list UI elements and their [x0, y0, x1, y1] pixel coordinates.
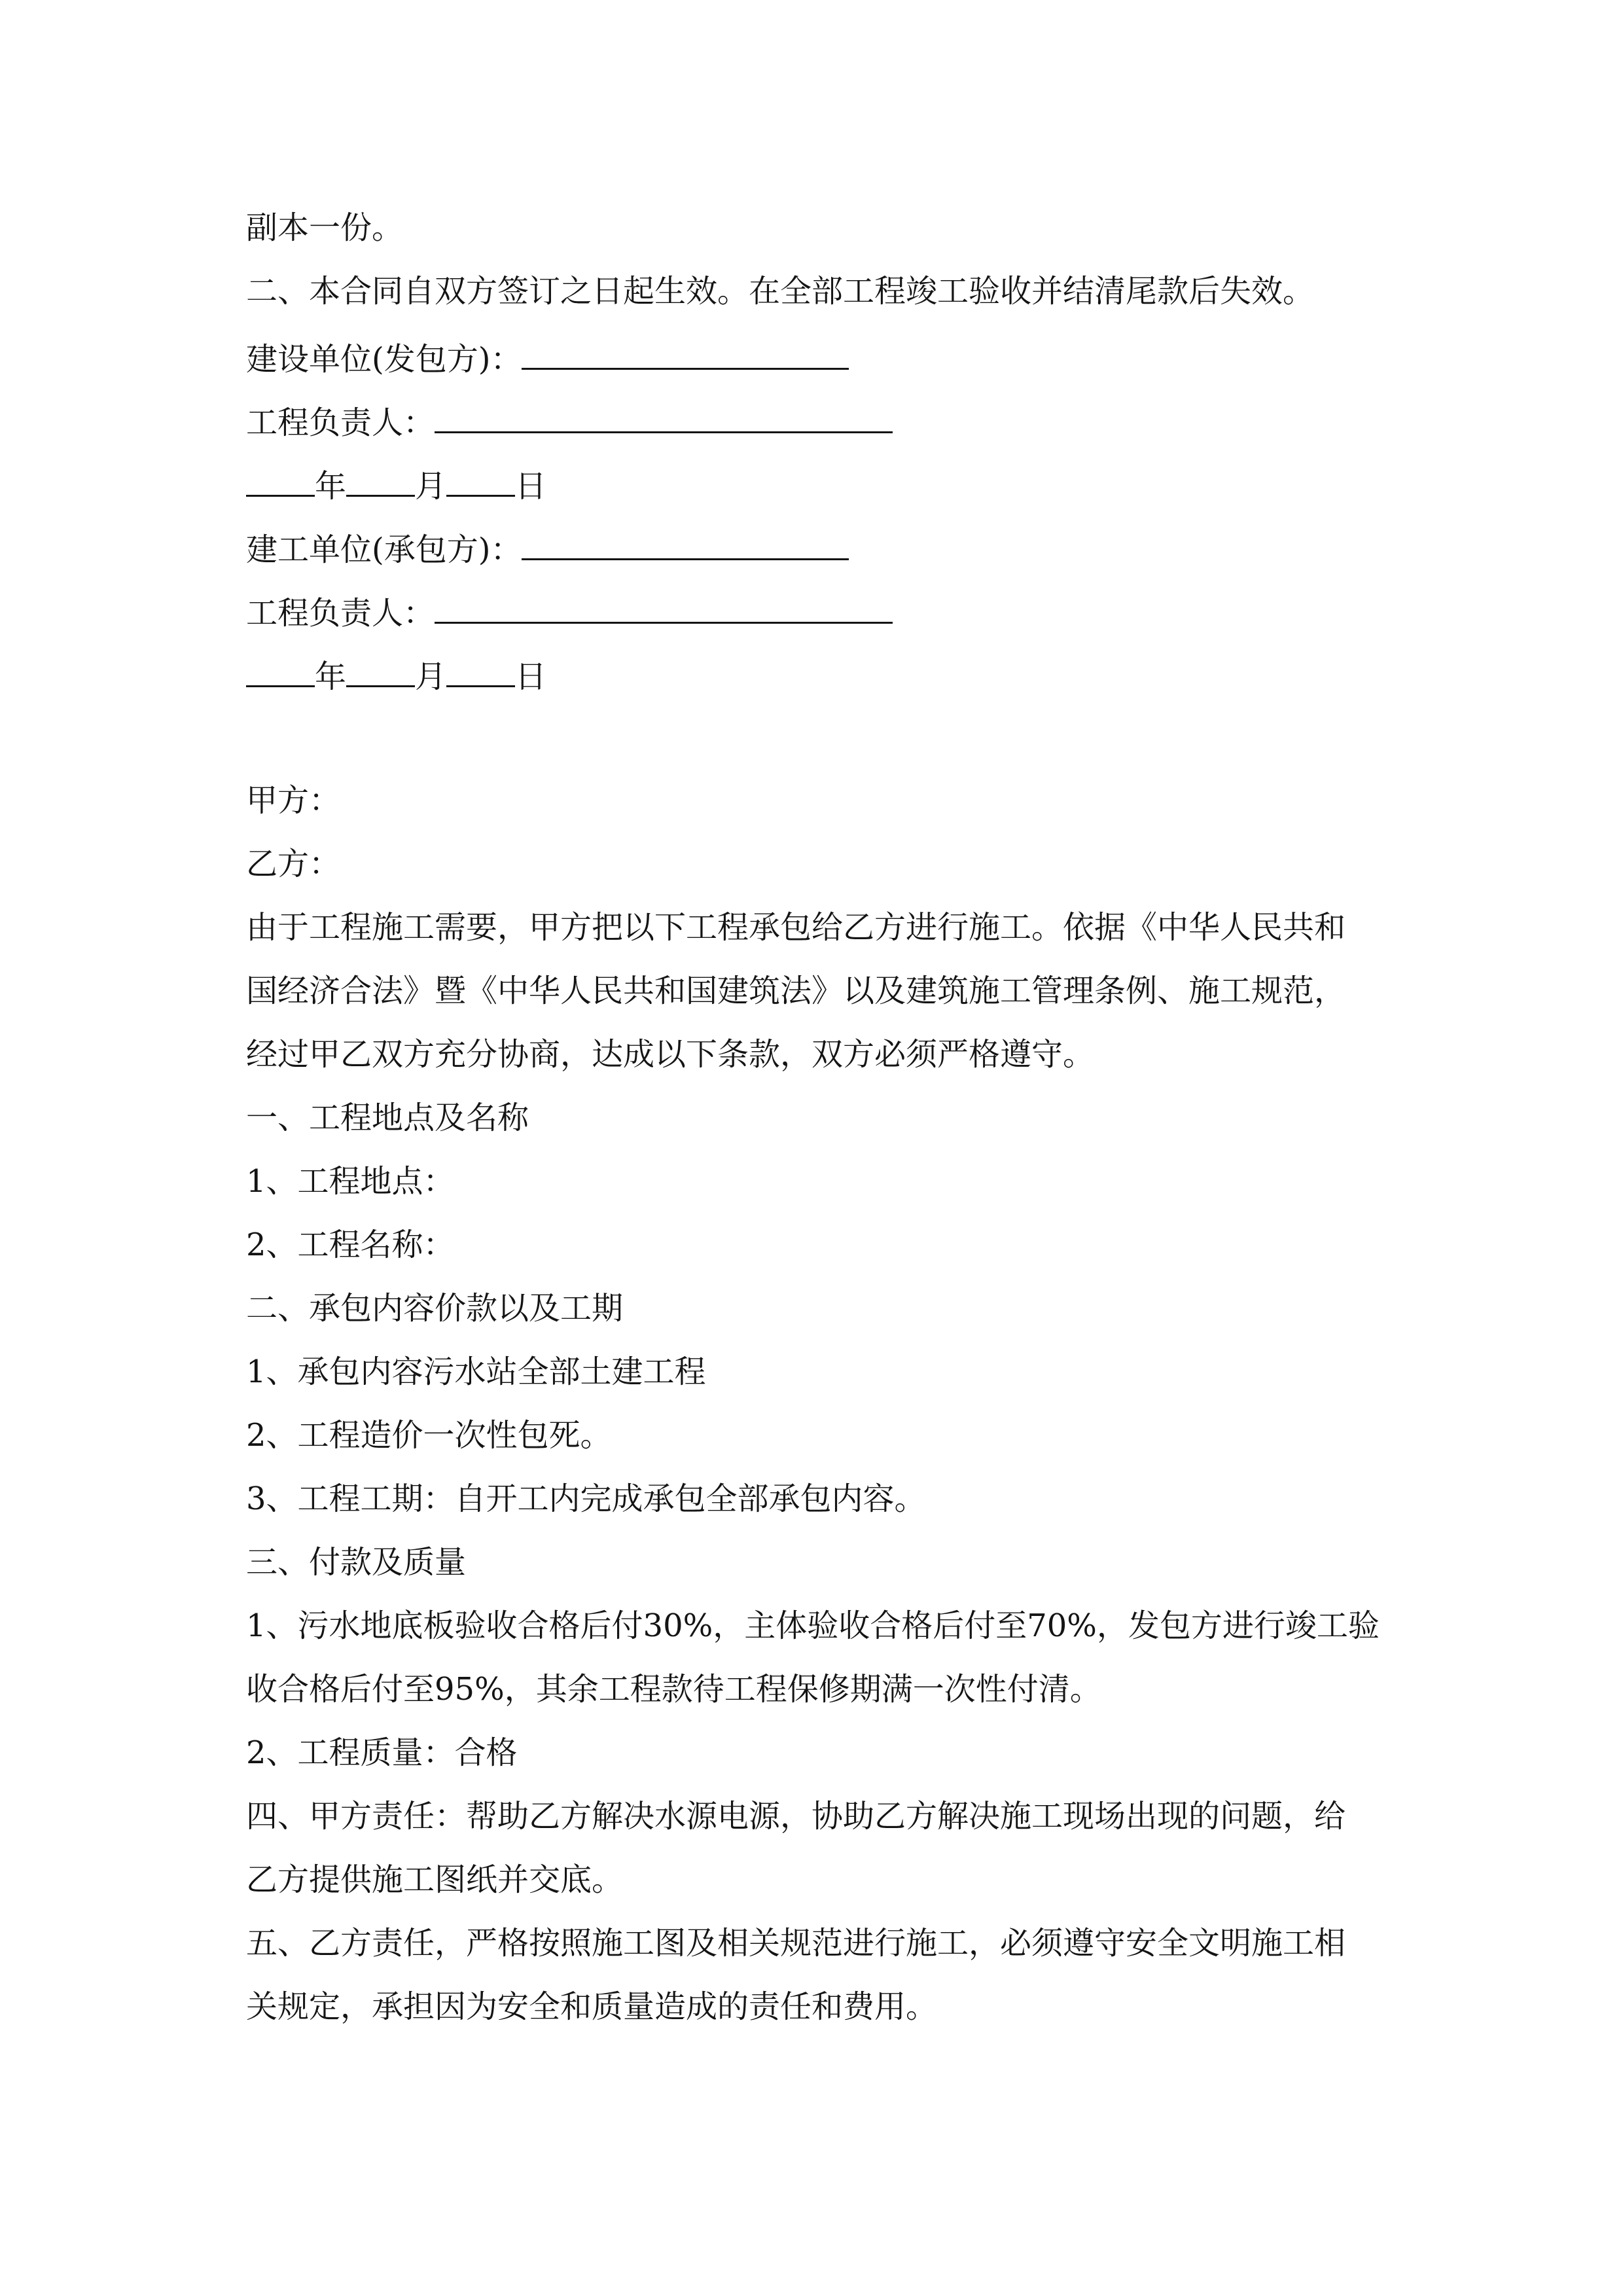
section-paragraph: 五、乙方责任，严格按照施工图及相关规范进行施工，必须遵守安全文明施工相: [246, 1925, 1346, 1962]
section-paragraph: 四、甲方责任：帮助乙方解决水源电源，协助乙方解决施工现场出现的问题，给: [246, 1798, 1346, 1835]
section-paragraph: 乙方提供施工图纸并交底。: [246, 1861, 624, 1898]
day-blank: [446, 653, 515, 687]
day-blank: [446, 462, 515, 497]
contractor-signature-line: [246, 526, 849, 569]
party-b: 乙方：: [246, 846, 341, 882]
party-a: 甲方：: [246, 782, 341, 819]
section-paragraph: 关规定，承担因为安全和质量造成的责任和费用。: [246, 1988, 938, 2025]
month-blank: [346, 462, 415, 497]
client-blank: [522, 335, 849, 370]
month-blank: [346, 653, 415, 687]
year-blank: [246, 653, 315, 687]
list-item: 2、工程造价一次性包死。: [246, 1417, 612, 1454]
intro-line: 国经济合法》暨《中华人民共和国建筑法》以及建筑施工管理条例、施工规范，: [246, 973, 1346, 1009]
client-signature-line: [246, 335, 849, 379]
client-manager-label: 工程负责人：: [246, 404, 435, 441]
list-item: 2、工程名称：: [246, 1227, 455, 1263]
list-item: 1、污水地底板验收合格后付30%，主体验收合格后付至70%，发包方进行竣工验: [246, 1607, 1380, 1644]
contractor-manager-line: [246, 589, 893, 633]
client-manager-blank: [435, 399, 893, 433]
month-label: 月: [415, 658, 447, 695]
intro-line: 由于工程施工需要，甲方把以下工程承包给乙方进行施工。依据《中华人民共和: [246, 909, 1346, 946]
list-item: 1、工程地点：: [246, 1163, 455, 1200]
section-title: 二、承包内容价款以及工期: [246, 1290, 624, 1327]
list-item: 3、工程工期：自开工内完成承包全部承包内容。: [246, 1480, 926, 1517]
year-blank: [246, 462, 315, 497]
year-label: 年: [315, 658, 347, 695]
contractor-label: 建工单位(承包方)：: [246, 531, 522, 568]
list-item: 收合格后付至95%，其余工程款待工程保修期满一次性付清。: [246, 1671, 1101, 1708]
effective-clause: 二、本合同自双方签订之日起生效。在全部工程竣工验收并结清尾款后失效。: [246, 273, 1315, 310]
copy-note: 副本一份。: [246, 209, 404, 246]
section-title: 三、付款及质量: [246, 1544, 467, 1581]
intro-line: 经过甲乙双方充分协商，达成以下条款，双方必须严格遵守。: [246, 1036, 1095, 1073]
day-label: 日: [515, 658, 547, 695]
client-manager-line: [246, 399, 893, 442]
day-label: 日: [515, 468, 547, 505]
client-date-line: [246, 462, 546, 506]
client-label: 建设单位(发包方)：: [246, 341, 522, 378]
year-label: 年: [315, 468, 347, 505]
contractor-blank: [522, 526, 849, 560]
section-title: 一、工程地点及名称: [246, 1100, 529, 1136]
contractor-manager-label: 工程负责人：: [246, 595, 435, 632]
list-item: 1、承包内容污水站全部土建工程: [246, 1354, 706, 1390]
month-label: 月: [415, 468, 447, 505]
contractor-manager-blank: [435, 589, 893, 624]
contractor-date-line: [246, 653, 546, 696]
list-item: 2、工程质量：合格: [246, 1734, 518, 1771]
